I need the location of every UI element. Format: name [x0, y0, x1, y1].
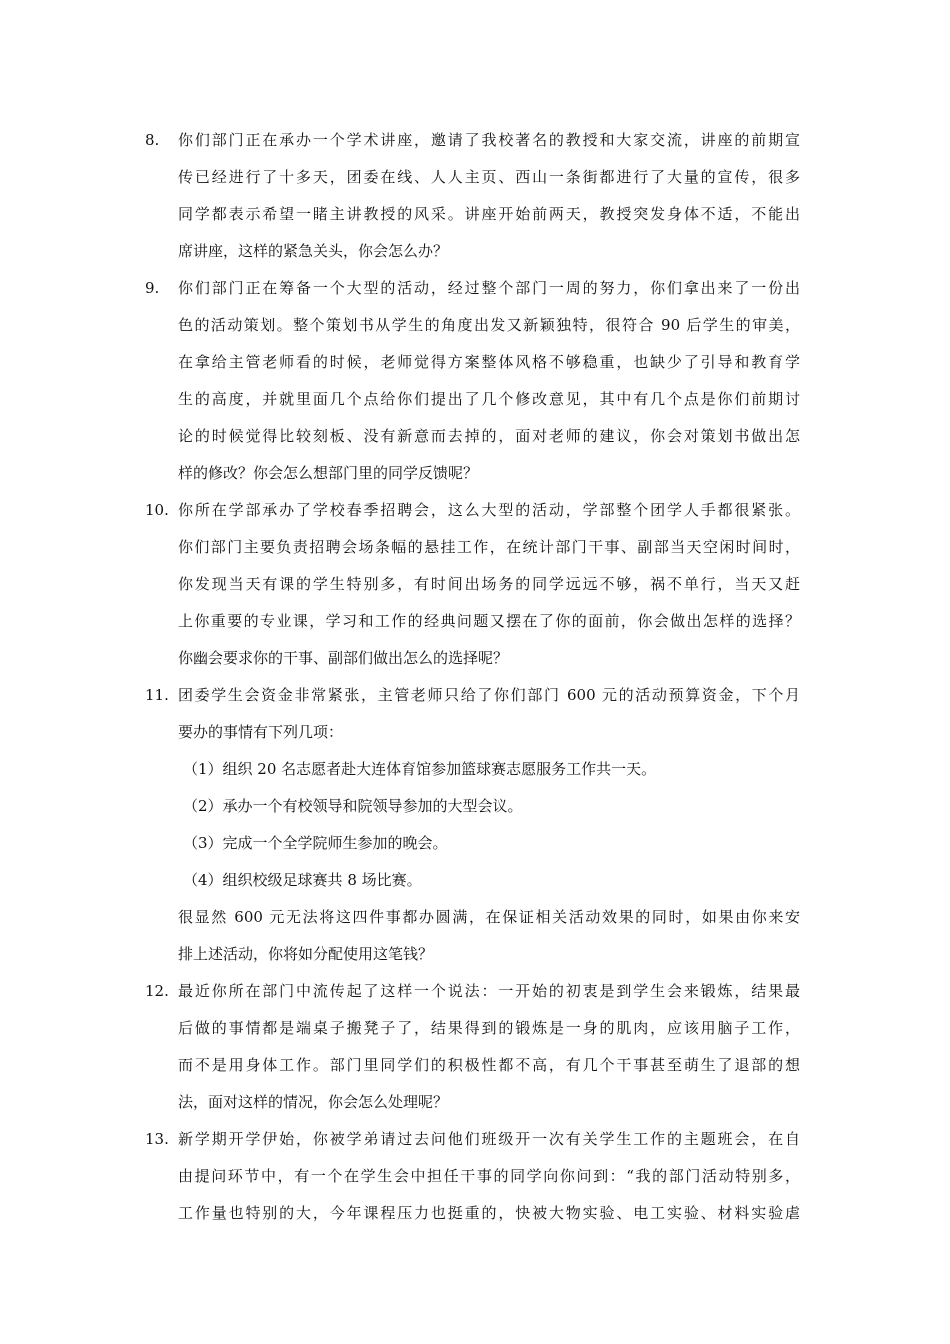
question-text-line: 很显然 600 元无法将这四件事都办圆满，在保证相关活动效果的同时，如果由你来安	[178, 908, 800, 926]
question-text-line: 而不是用身体工作。部门里同学们的积极性都不高，有几个干事甚至萌生了退部的想	[178, 1056, 800, 1074]
question-number: 13.	[145, 1130, 169, 1148]
question-text-line: 法，面对这样的情况，你会怎么处理呢？	[178, 1093, 449, 1111]
question-text-line: 由提问环节中，有一个在学生会中担任干事的同学向你问到：“我的部门活动特别多，	[178, 1167, 800, 1185]
question-item-9	[0, 270, 950, 492]
question-item-13	[0, 1121, 950, 1232]
question-text-line: 在拿给主管老师看的时候，老师觉得方案整体风格不够稳重，也缺少了引导和教育学	[178, 353, 800, 371]
question-text-line: 你们部门主要负责招聘会场条幅的悬挂工作，在统计部门干事、副部当天空闲时间时，	[178, 538, 800, 556]
question-text-line: 你所在学部承办了学校春季招聘会，这么大型的活动，学部整个团学人手都很紧张。	[178, 501, 800, 519]
question-text-line: 色的活动策划。整个策划书从学生的角度出发又新颖独特，很符合 90 后学生的审美，	[178, 316, 800, 334]
question-text-line: 论的时候觉得比较刻板、没有新意而去掉的，面对老师的建议，你会对策划书做出怎	[178, 427, 800, 445]
question-text-line: 样的修改？你会怎么想部门里的同学反馈呢？	[178, 464, 479, 482]
question-text-line: 你幽会要求你的干事、副部们做出怎么的选择呢？	[178, 649, 509, 667]
sub-item-line: （4）组织校级足球赛共 8 场比赛。	[183, 871, 422, 889]
question-number: 10.	[145, 501, 169, 519]
question-text-line: 你们部门正在筹备一个大型的活动，经过整个部门一周的努力，你们拿出来了一份出	[178, 279, 800, 297]
sub-item-line: （1）组织 20 名志愿者赴大连体育馆参加篮球赛志愿服务工作共一天。	[183, 760, 657, 778]
question-number: 9.	[145, 279, 160, 297]
question-text-line: 新学期开学伊始，你被学弟请过去问他们班级开一次有关学生工作的主题班会，在自	[178, 1130, 800, 1148]
question-number: 11.	[145, 686, 169, 704]
sub-item-line: （3）完成一个全学院师生参加的晚会。	[183, 834, 448, 852]
question-item-8	[0, 122, 950, 270]
question-text-line: 最近你所在部门中流传起了这样一个说法：一开始的初衷是到学生会来锻炼，结果最	[178, 982, 800, 1000]
question-list	[0, 122, 950, 1232]
question-text-line: 生的高度，并就里面几个点给你们提出了几个修改意见，其中有几个点是你们前期讨	[178, 390, 800, 408]
question-item-12	[0, 973, 950, 1121]
question-text-line: 你们部门正在承办一个学术讲座，邀请了我校著名的教授和大家交流，讲座的前期宣	[178, 131, 800, 149]
sub-item-line: （2）承办一个有校领导和院领导参加的大型会议。	[183, 797, 523, 815]
question-text-line: 你发现当天有课的学生特别多，有时间出场务的同学远远不够，祸不单行，当天又赶	[178, 575, 800, 593]
question-number: 12.	[145, 982, 169, 1000]
question-text-line: 后做的事情都是端桌子搬凳子了，结果得到的锻炼是一身的肌肉，应该用脑子工作，	[178, 1019, 800, 1037]
question-text-line: 席讲座，这样的紧急关头，你会怎么办？	[178, 242, 449, 260]
question-text-line: 传已经进行了十多天，团委在线、人人主页、西山一条街都进行了大量的宣传，很多	[178, 168, 800, 186]
question-text-line: 同学都表示希望一睹主讲教授的风采。讲座开始前两天，教授突发身体不适，不能出	[178, 205, 800, 223]
question-item-11	[0, 677, 950, 973]
question-text-line: 工作量也特别的大，今年课程压力也挺重的，快被大物实验、电工实验、材料实验虐	[178, 1204, 800, 1222]
question-text-line: 要办的事情有下列几项：	[178, 723, 344, 741]
question-text-line: 团委学生会资金非常紧张，主管老师只给了你们部门 600 元的活动预算资金，下个月	[178, 686, 800, 704]
question-text-line: 排上述活动，你将如分配使用这笔钱？	[178, 945, 434, 963]
question-item-10	[0, 492, 950, 677]
question-number: 8.	[145, 131, 160, 149]
question-text-line: 上你重要的专业课，学习和工作的经典问题又摆在了你的面前，你会做出怎样的选择？	[178, 612, 800, 630]
